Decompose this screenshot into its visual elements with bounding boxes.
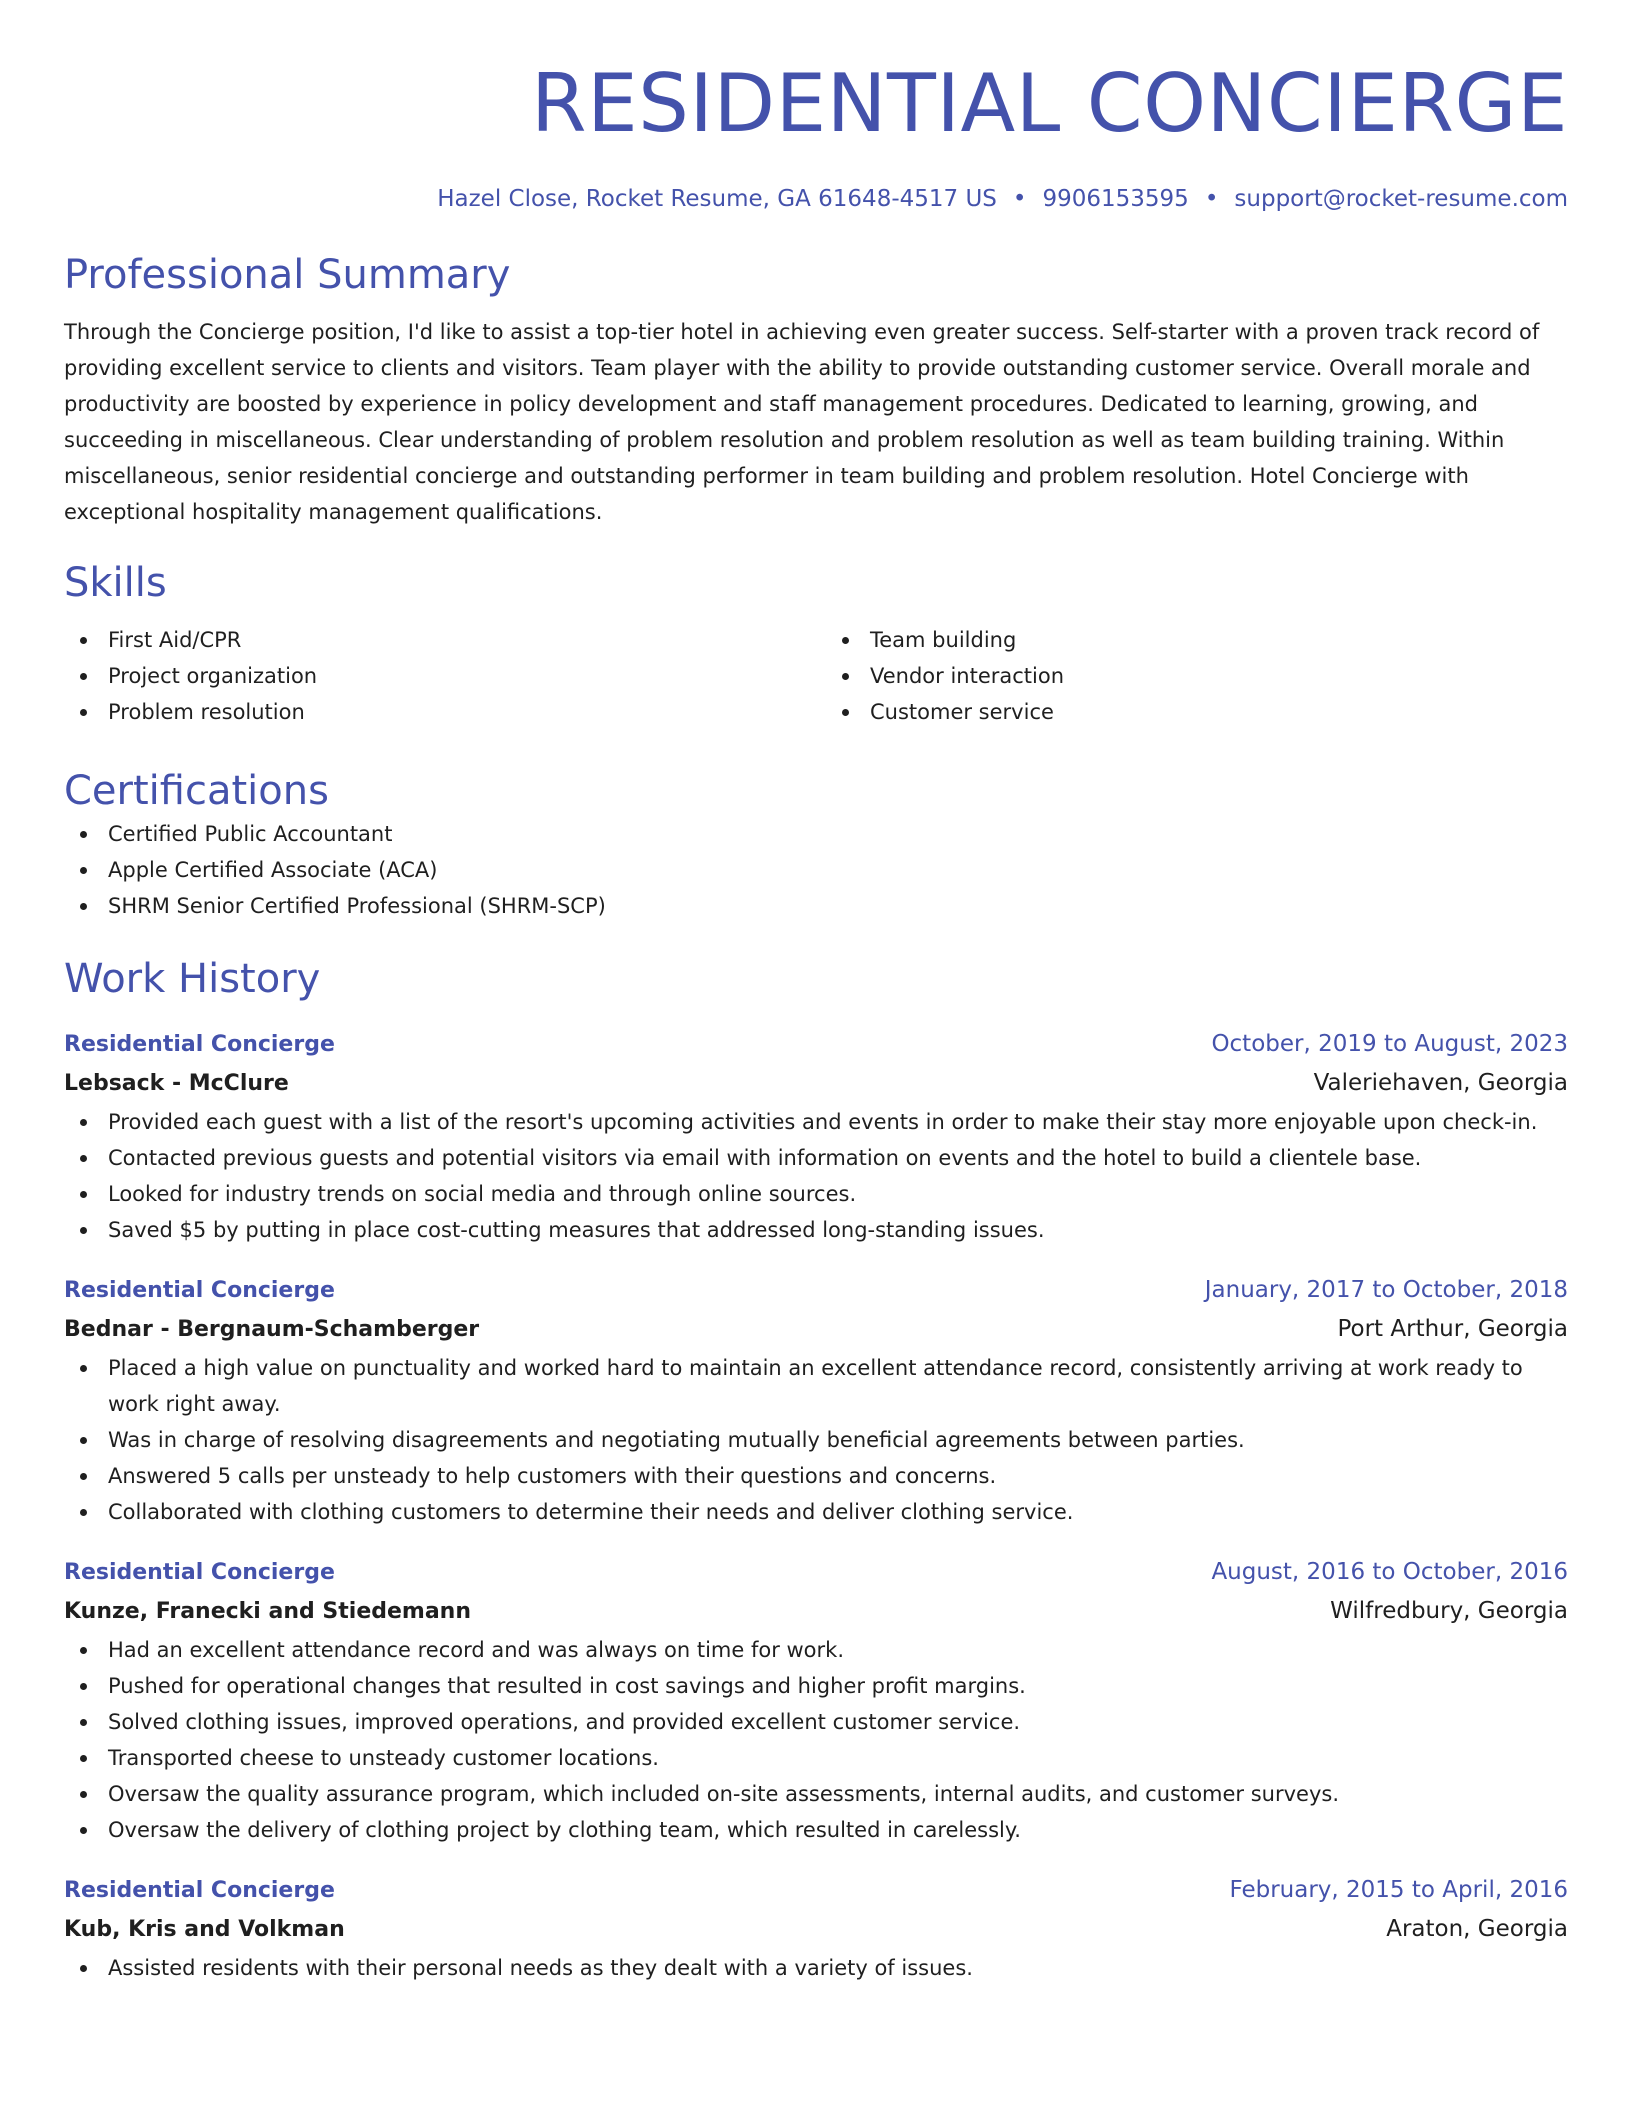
skill-item: Vendor interaction bbox=[826, 658, 1568, 694]
job-duty-item: Transported cheese to unsteady customer locations. bbox=[64, 1740, 1568, 1776]
certification-item: Apple Certified Associate (ACA) bbox=[64, 852, 1568, 888]
skill-item: Team building bbox=[826, 622, 1568, 658]
certification-item: SHRM Senior Certified Professional (SHRM-SCP) bbox=[64, 888, 1568, 924]
job-employer-row bbox=[64, 1063, 1568, 1104]
job-location: Araton, Georgia bbox=[1386, 1916, 1568, 1942]
resume-name-heading: RESIDENTIAL CONCIERGE bbox=[531, 57, 1568, 150]
certification-item: Certified Public Accountant bbox=[64, 816, 1568, 852]
certifications-heading: Certifications bbox=[64, 768, 329, 814]
job-duty-item: Contacted previous guests and potential visitors via email with information on events and the hotel to build a clientele base. bbox=[64, 1140, 1568, 1176]
job-duties-list bbox=[64, 1950, 1568, 1986]
work-history-heading: Work History bbox=[64, 956, 321, 1002]
skill-item: Project organization bbox=[64, 658, 806, 694]
job-entry bbox=[64, 1026, 1568, 1248]
skill-item: Customer service bbox=[826, 694, 1568, 730]
resume-page bbox=[64, 0, 1568, 1986]
job-dates: January, 2017 to October, 2018 bbox=[1204, 1277, 1568, 1303]
job-company: Kunze, Franecki and Stiedemann bbox=[64, 1599, 471, 1624]
skills-grid bbox=[64, 622, 1568, 730]
job-duty-item: Solved clothing issues, improved operations, and provided excellent customer service. bbox=[64, 1704, 1568, 1740]
job-header-row bbox=[64, 1272, 1568, 1309]
job-duties-list bbox=[64, 1104, 1568, 1248]
job-duties-list bbox=[64, 1632, 1568, 1848]
summary-text: Through the Concierge position, I'd like to assist a top-tier hotel in achieving even greater success. Self-starter with a proven track record of providing excellent service to clients and visitors. Team player with the ability to provide outstanding customer service. Overall morale and productivity are boosted by experience in policy development and staff management procedures. Dedicated to learning, growing, and succeeding in miscellaneous. Clear understanding of problem resolution and problem resolution as well as team building training. Within miscellaneous, senior residential concierge and outstanding performer in team building and problem resolution. Hotel Concierge with exceptional hospitality management qualifications. bbox=[64, 320, 1540, 524]
job-dates: October, 2019 to August, 2023 bbox=[1211, 1031, 1568, 1057]
job-duty-item: Collaborated with clothing customers to determine their needs and deliver clothing service. bbox=[64, 1494, 1568, 1530]
job-title: Residential Concierge bbox=[64, 1560, 335, 1585]
skills-list-left bbox=[64, 622, 806, 730]
job-entry bbox=[64, 1872, 1568, 1986]
skills-heading: Skills bbox=[64, 560, 167, 606]
contact-phone: 9906153595 bbox=[1042, 186, 1189, 212]
contact-separator: • bbox=[1012, 186, 1027, 212]
job-duty-item: Had an excellent attendance record and was always on time for work. bbox=[64, 1632, 1568, 1668]
job-duty-item: Oversaw the delivery of clothing project by clothing team, which resulted in carelessly. bbox=[64, 1812, 1568, 1848]
job-duty-item: Oversaw the quality assurance program, which included on-site assessments, internal audits, and customer surveys. bbox=[64, 1776, 1568, 1812]
job-company: Lebsack - McClure bbox=[64, 1071, 289, 1096]
job-company: Kub, Kris and Volkman bbox=[64, 1917, 345, 1942]
job-employer-row bbox=[64, 1591, 1568, 1632]
job-header-row bbox=[64, 1872, 1568, 1909]
job-dates: February, 2015 to April, 2016 bbox=[1229, 1877, 1568, 1903]
job-duty-item: Pushed for operational changes that resulted in cost savings and higher profit margins. bbox=[64, 1668, 1568, 1704]
job-company: Bednar - Bergnaum-Schamberger bbox=[64, 1317, 480, 1342]
job-duty-item: Saved $5 by putting in place cost-cutting measures that addressed long-standing issues. bbox=[64, 1212, 1568, 1248]
skill-item: Problem resolution bbox=[64, 694, 806, 730]
job-header-row bbox=[64, 1026, 1568, 1063]
job-duty-item: Answered 5 calls per unsteady to help customers with their questions and concerns. bbox=[64, 1458, 1568, 1494]
job-entry bbox=[64, 1272, 1568, 1530]
job-dates: August, 2016 to October, 2016 bbox=[1211, 1559, 1568, 1585]
job-header-row bbox=[64, 1554, 1568, 1591]
job-employer-row bbox=[64, 1309, 1568, 1350]
job-duty-item: Provided each guest with a list of the resort's upcoming activities and events in order to make their stay more enjoyable upon check-in. bbox=[64, 1104, 1568, 1140]
contact-email: support@rocket-resume.com bbox=[1234, 186, 1568, 212]
skill-item: First Aid/CPR bbox=[64, 622, 806, 658]
job-employer-row bbox=[64, 1909, 1568, 1950]
contact-separator: • bbox=[1204, 186, 1219, 212]
certifications-list bbox=[64, 816, 1568, 924]
job-location: Port Arthur, Georgia bbox=[1337, 1316, 1568, 1342]
job-duty-item: Placed a high value on punctuality and worked hard to maintain an excellent attendance record, consistently arriving at work ready to work right away. bbox=[64, 1350, 1568, 1422]
job-title: Residential Concierge bbox=[64, 1278, 335, 1303]
skills-list-right bbox=[826, 622, 1568, 730]
job-duty-item: Was in charge of resolving disagreements and negotiating mutually beneficial agreements between parties. bbox=[64, 1422, 1568, 1458]
job-duty-item: Looked for industry trends on social media and through online sources. bbox=[64, 1176, 1568, 1212]
job-duties-list bbox=[64, 1350, 1568, 1530]
work-history-list bbox=[64, 1026, 1568, 1986]
job-duty-item: Assisted residents with their personal needs as they dealt with a variety of issues. bbox=[64, 1950, 1568, 1986]
job-title: Residential Concierge bbox=[64, 1878, 335, 1903]
contact-address: Hazel Close, Rocket Resume, GA 61648-4517 US bbox=[437, 186, 997, 212]
job-location: Wilfredbury, Georgia bbox=[1330, 1598, 1568, 1624]
job-title: Residential Concierge bbox=[64, 1032, 335, 1057]
job-location: Valeriehaven, Georgia bbox=[1313, 1070, 1568, 1096]
contact-line bbox=[64, 184, 1568, 214]
summary-heading: Professional Summary bbox=[64, 252, 511, 298]
job-entry bbox=[64, 1554, 1568, 1848]
